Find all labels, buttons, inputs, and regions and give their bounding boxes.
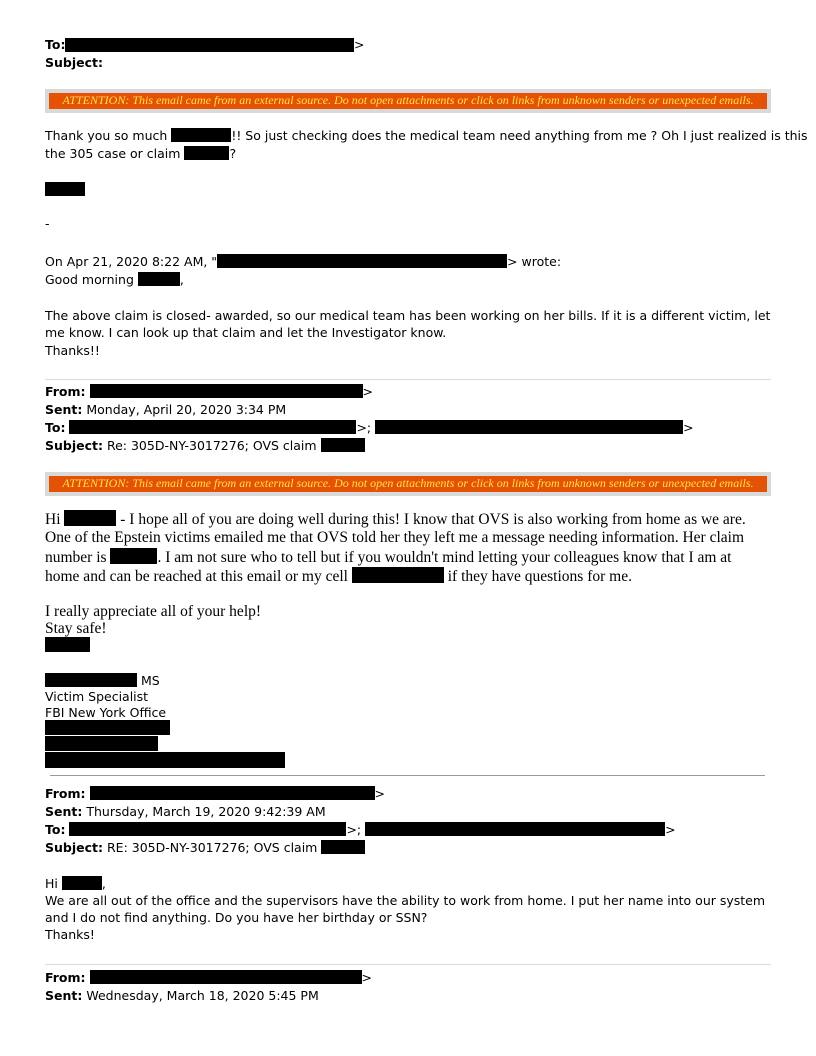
sent-value: Wednesday, March 18, 2020 5:45 PM bbox=[86, 988, 319, 1003]
body-text: Hi bbox=[45, 511, 61, 528]
to-header bbox=[45, 36, 65, 53]
msg3-thanks: Thanks! bbox=[45, 927, 95, 942]
to-separator: >; bbox=[346, 822, 362, 837]
greeting-text: Hi bbox=[45, 876, 58, 891]
redaction bbox=[110, 548, 157, 564]
redaction bbox=[321, 438, 365, 452]
from-suffix: > bbox=[361, 970, 372, 985]
reply-line-2 bbox=[45, 145, 236, 162]
sig-credential: MS bbox=[140, 673, 160, 688]
sent-label: Sent: bbox=[45, 804, 83, 819]
sent-label: Sent: bbox=[45, 988, 83, 1003]
to-label: To: bbox=[45, 37, 66, 52]
from-label: From: bbox=[45, 970, 86, 985]
msg2-to bbox=[45, 419, 694, 436]
redaction bbox=[171, 128, 231, 142]
reply-text: Thank you so much bbox=[45, 128, 168, 143]
subject-label: Subject: bbox=[45, 55, 103, 70]
greeting-text: Good morning bbox=[45, 272, 134, 287]
redaction bbox=[69, 420, 356, 434]
subject-label: Subject: bbox=[45, 438, 103, 453]
redaction bbox=[184, 146, 229, 160]
to-suffix: > bbox=[354, 37, 365, 52]
redaction bbox=[90, 970, 362, 984]
to-separator: >; bbox=[356, 420, 372, 435]
external-warning-banner bbox=[45, 472, 771, 496]
from-suffix: > bbox=[374, 786, 385, 801]
redaction bbox=[62, 876, 102, 890]
quoted-body: The above claim is closed- awarded, so our medical team has been working on her bills. If it is a different victim, let me know. I can look up that claim and let the Investigator know. bbox=[45, 308, 771, 340]
sig-name bbox=[45, 672, 160, 689]
sig-office: FBI New York Office bbox=[45, 705, 167, 720]
body-text: if they have questions for me. bbox=[443, 568, 632, 585]
msg2-body-line-3 bbox=[45, 548, 731, 567]
msg2-body-line-4 bbox=[45, 567, 632, 586]
redaction bbox=[217, 254, 507, 268]
msg4-sent bbox=[45, 987, 319, 1004]
msg2-body-line-2: One of the Epstein victims emailed me that OVS told her they left me a message needing information. Her claim bbox=[45, 529, 745, 546]
redaction bbox=[69, 822, 346, 836]
from-suffix: > bbox=[362, 384, 373, 399]
msg3-from bbox=[45, 785, 385, 802]
external-warning-text: ATTENTION: This email came from an external source. Do not open attachments or click on links from unknown senders or unexpected emails. bbox=[49, 476, 767, 492]
redaction bbox=[138, 272, 180, 286]
subject-value: Re: 305D-NY-3017276; OVS claim bbox=[106, 438, 317, 453]
quoted-wrote-text: > wrote: bbox=[507, 254, 562, 269]
redaction bbox=[45, 752, 285, 768]
reply-text: the 305 case or claim bbox=[45, 146, 181, 161]
msg3-greeting bbox=[45, 875, 106, 892]
sent-value: Monday, April 20, 2020 3:34 PM bbox=[86, 402, 287, 417]
reply-text: !! So just checking does the medical team need anything from me ? Oh I just realized is this bbox=[231, 128, 808, 143]
sent-label: Sent: bbox=[45, 402, 83, 417]
body-text: - I hope all of you are doing well during this! I know that OVS is also working from home as we are. bbox=[116, 511, 746, 528]
sig-title: Victim Specialist bbox=[45, 689, 149, 704]
subject-value: RE: 305D-NY-3017276; OVS claim bbox=[106, 840, 318, 855]
body-text: . I am not sure who to tell but if you wouldn't mind letting your colleagues know that I am at bbox=[157, 549, 732, 566]
reply-text: ? bbox=[229, 146, 237, 161]
redaction bbox=[352, 567, 444, 583]
redacted-signature bbox=[45, 182, 85, 196]
divider bbox=[45, 964, 771, 965]
redacted-signature bbox=[45, 637, 90, 652]
msg4-from bbox=[45, 969, 372, 986]
from-label: From: bbox=[45, 786, 86, 801]
msg2-subject bbox=[45, 437, 365, 454]
redaction bbox=[65, 38, 354, 52]
divider bbox=[50, 775, 765, 776]
quoted-on-text: On Apr 21, 2020 8:22 AM, " bbox=[45, 254, 218, 269]
subject-label: Subject: bbox=[45, 840, 103, 855]
redaction bbox=[64, 510, 116, 526]
msg3-sent bbox=[45, 803, 326, 820]
from-label: From: bbox=[45, 384, 86, 399]
redaction bbox=[90, 786, 375, 800]
quoted-greeting bbox=[45, 271, 184, 288]
msg2-stay-safe: Stay safe! bbox=[45, 620, 107, 637]
to-suffix: > bbox=[683, 420, 694, 435]
redaction bbox=[90, 384, 363, 398]
redaction bbox=[45, 720, 170, 735]
sent-value: Thursday, March 19, 2020 9:42:39 AM bbox=[86, 804, 326, 819]
to-label: To: bbox=[45, 822, 66, 837]
reply-line-1 bbox=[45, 127, 808, 144]
msg3-to bbox=[45, 821, 676, 838]
msg2-from bbox=[45, 383, 373, 400]
greeting-comma: , bbox=[101, 876, 106, 891]
msg2-body-line-1 bbox=[45, 510, 746, 529]
quoted-header bbox=[45, 253, 561, 270]
body-text: number is bbox=[45, 549, 107, 566]
msg3-body: We are all out of the office and the supervisors have the ability to work from home. I put her name into our system and I do not find anything. Do you have her birthday or SSN? bbox=[45, 893, 766, 925]
greeting-comma: , bbox=[179, 272, 184, 287]
external-warning-text: ATTENTION: This email came from an external source. Do not open attachments or click on links from unknown senders or unexpected emails. bbox=[49, 93, 767, 109]
divider bbox=[45, 379, 771, 380]
dash: - bbox=[45, 216, 50, 231]
redaction bbox=[375, 420, 683, 434]
redaction bbox=[365, 822, 665, 836]
redaction bbox=[321, 840, 365, 854]
to-suffix: > bbox=[665, 822, 676, 837]
msg2-sent bbox=[45, 401, 286, 418]
msg3-subject bbox=[45, 839, 365, 856]
redaction bbox=[45, 673, 137, 687]
quoted-thanks: Thanks!! bbox=[45, 343, 100, 358]
body-text: home and can be reached at this email or my cell bbox=[45, 568, 348, 585]
redaction bbox=[45, 736, 158, 751]
msg2-appreciate: I really appreciate all of your help! bbox=[45, 603, 262, 620]
to-label: To: bbox=[45, 420, 66, 435]
external-warning-banner bbox=[45, 89, 771, 113]
